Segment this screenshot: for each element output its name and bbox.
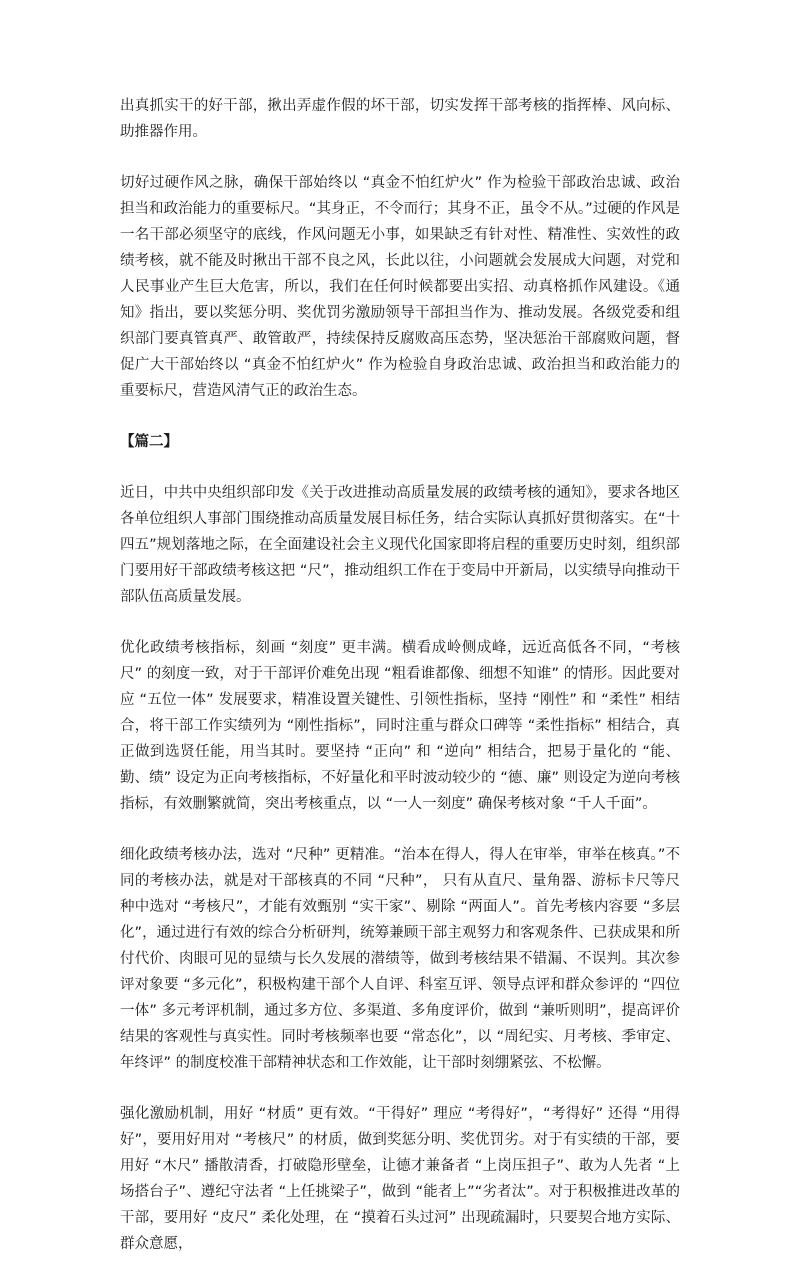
body-paragraph: 出真抓实干的好干部，揪出弄虚作假的坏干部，切实发挥干部考核的指挥棒、风向标、助推器作用。 [120,98,680,140]
body-paragraph: 优化政绩考核指标，刻画 “刻度” 更丰满。横看成岭侧成峰，远近高低各不同，“考核尺” 的刻度一致，对于干部评价难免出现 “粗看谁都像、细想不知谁” 的情形。因此要对应 “五位一体” 发展要求，精准设置关键性、引领性指标，坚持 “刚性” 和 “柔性” 相结合，将干部工作实绩列为 “刚性指标”，同时注重与群众口碑等 “柔性指标” 相结合，真正做到选贤任能，用当其时。要坚持 “正向” 和 “逆向” 相结合，把易于量化的 “能、勤、绩” 设定为正向考核指标，不好量化和平时波动较少的 “德、廉” 则设定为逆向考核指标，有效删繁就简，突出考核重点，以 “一人一刻度” 确保考核对象 “千人千面”。 [120,640,680,812]
body-paragraph: 切好过硬作风之脉，确保干部始终以 “真金不怕红炉火” 作为检验干部政治忠诚、政治担当和政治能力的重要标尺。“其身正，不令而行；其身不正，虽令不从。”过硬的作风是一名干部必须坚守的底线，作风问题无小事，如果缺乏有针对性、精准性、实效性的政绩考核，就不能及时揪出干部不良之风，长此以往，小问题就会发展成大问题，对党和人民事业产生巨大危害，所以，我们在任何时候都要出实招、动真格抓作风建设。《通知》指出，要以奖惩分明、奖优罚劣激励领导干部担当作为、推动发展。各级党委和组织部门要真管真严、敢管敢严，持续保持反腐败高压态势，坚决惩治干部腐败问题，督促广大干部始终以 “真金不怕红炉火” 作为检验自身政治忠诚、政治担当和政治能力的重要标尺，营造风清气正的政治生态。 [120,175,680,399]
body-paragraph: 细化政绩考核办法，选对 “尺种” 更精准。“治本在得人，得人在审举，审举在核真。”不同的考核办法，就是对干部核真的不同 “尺种”， 只有从直尺、量角器、游标卡尺等尺种中选对 “考核尺”，才能有效甄别 “实干家”、剔除 “两面人”。首先考核内容要 “多层化”，通过进行有效的综合分析研判，统筹兼顾干部主观努力和客观条件、已获成果和所付代价、肉眼可见的显绩与长久发展的潜绩等，做到考核结果不错漏、不误判。其次参评对象要 “多元化”，积极构建干部个人自评、科室互评、领导点评和群众参评的 “四位一体” 多元考评机制，通过多方位、多渠道、多角度评价，做到 “兼听则明”，提高评价结果的客观性与真实性。同时考核频率也要 “常态化”，以 “周纪实、月考核、季审定、年终评” 的制度校准干部精神状态和工作效能，让干部时刻绷紧弦、不松懈。 [120,847,680,1071]
body-paragraph: 近日，中共中央组织部印发《关于改进推动高质量发展的政绩考核的通知》，要求各地区各单位组织人事部门围绕推动高质量发展目标任务，结合实际认真抓好贯彻落实。在“十四五”规划落地之际，在全面建设社会主义现代化国家即将启程的重要历史时刻，组织部门要用好干部政绩考核这把 “尺”，推动组织工作在于变局中开新局，以实绩导向推动干部队伍高质量发展。 [120,485,680,605]
section-heading: 【篇二】 [120,434,178,450]
document-page [120,93,680,1282]
body-paragraph: 强化激励机制，用好 “材质” 更有效。“干得好” 理应 “考得好”，“考得好” 还得 “用得好”，要用好用对 “考核尺” 的材质，做到奖惩分明、奖优罚劣。对于有实绩的干部，要用好 “木尺” 播散清香，打破隐形壁垒，让德才兼备者 “上岗压担子”、敢为人先者 “上场搭台子”、遵纪守法者 “上任挑梁子”，做到 “能者上”“劣者汰”。对于积极推进改革的干部，要用好 “皮尺” 柔化处理，在 “摸着石头过河” 出现疏漏时，只要契合地方实际、群众意愿， [120,1106,680,1252]
